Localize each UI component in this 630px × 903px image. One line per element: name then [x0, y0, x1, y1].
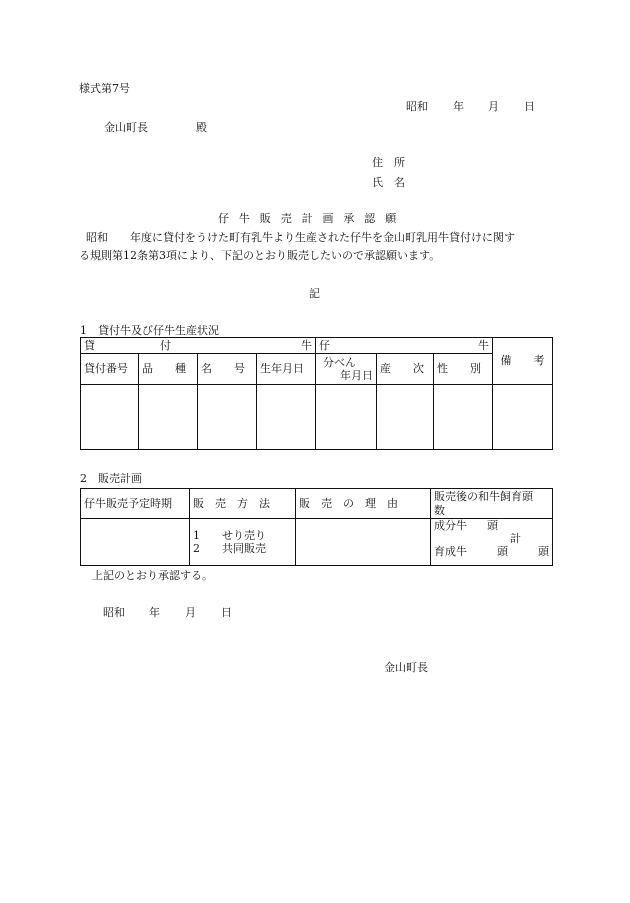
sales-plan-table: [80, 488, 553, 566]
date-year: 年: [453, 100, 464, 113]
date-era: 昭和: [406, 100, 428, 113]
col-sale-time: 仔牛販売予定時期: [81, 489, 190, 519]
approval-signer: 金山町長: [384, 661, 428, 674]
col-loan-number: 貸付番号: [81, 354, 139, 385]
addressee-name: 金山町長: [104, 121, 148, 134]
sale-methods-cell: 1 せり売り 2 共同販売: [190, 519, 296, 566]
date-month: 月: [488, 100, 499, 113]
lent-cow-group-header: 貸 付 牛: [81, 338, 316, 354]
col-sale-method: 販 売 方 法: [190, 489, 296, 519]
body-line-2: る規則第12条第3項により、下記のとおり販売したいので承認願います。: [79, 249, 441, 262]
applicant-address-label: 住 所: [372, 156, 405, 169]
applicant-name-label: 氏 名: [372, 176, 405, 189]
col-delivery-date: 分べん 年月日: [316, 354, 377, 385]
table-cell: [493, 385, 553, 450]
table-cell: [434, 385, 493, 450]
table-cell: [316, 385, 377, 450]
form-number: 様式第7号: [79, 82, 130, 95]
approval-date-month: 月: [185, 606, 196, 619]
document-title: 仔牛販売計画承認願: [218, 212, 407, 225]
table-cell: [81, 385, 139, 450]
after-count-cell: 成分牛 頭 計 育成牛 頭 頭: [431, 519, 553, 566]
col-after-count: 販売後の和牛飼育頭 数: [431, 489, 553, 519]
col-parity: 産 次: [377, 354, 434, 385]
ki-marker: 記: [309, 287, 320, 300]
addressee-honorific: 殿: [196, 121, 207, 134]
table-cell: [139, 385, 198, 450]
calf-group-header: 仔 牛: [316, 338, 493, 354]
table-cell: [377, 385, 434, 450]
approval-text: 上記のとおり承認する。: [92, 569, 213, 582]
section2-heading: 2 販売計画: [80, 472, 142, 485]
table-cell: [257, 385, 316, 450]
col-birth-date: 生年月日: [257, 354, 316, 385]
col-sale-reason: 販 売 の 理 由: [296, 489, 431, 519]
table-cell: [81, 519, 190, 566]
table-cell: [296, 519, 431, 566]
col-breed: 品 種: [139, 354, 198, 385]
date-day: 日: [524, 100, 535, 113]
section1-heading: 1 貸付牛及び仔牛生産状況: [80, 324, 219, 337]
remarks-header: 備 考: [493, 338, 553, 385]
col-sex: 性 別: [434, 354, 493, 385]
approval-date-year: 年: [149, 606, 160, 619]
approval-date-era: 昭和: [103, 606, 125, 619]
production-status-table: [80, 337, 553, 450]
table-cell: [198, 385, 257, 450]
col-name: 名 号: [198, 354, 257, 385]
approval-date-day: 日: [221, 606, 232, 619]
body-line-1: 昭和 年度に貸付をうけた町有乳牛より生産された仔牛を金山町乳用牛貸付けに関す: [86, 231, 515, 244]
